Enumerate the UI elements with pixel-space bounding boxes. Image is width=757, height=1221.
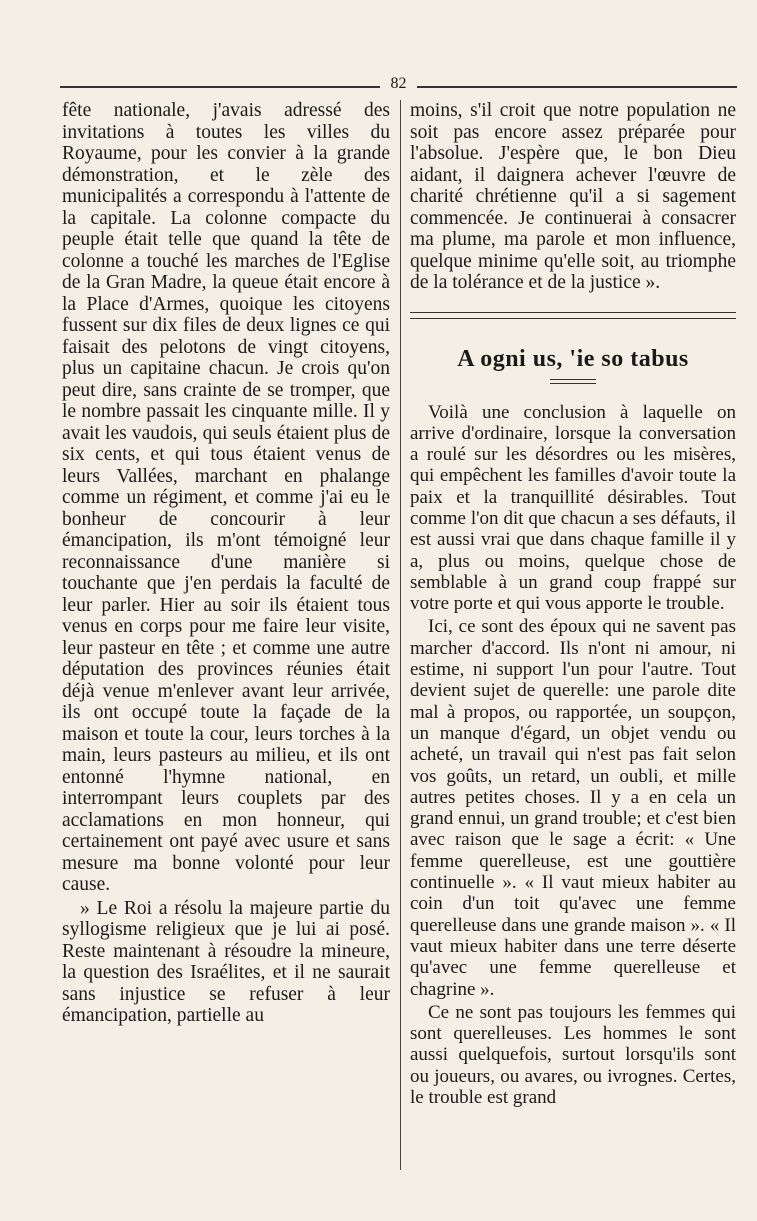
right-column bbox=[410, 100, 736, 1108]
right-paragraph-2: Ici, ce sont des époux qui ne savent pas marcher d'accord. Ils n'ont ni amour, ni estime, ni support l'un pour l'autre. Tout devient sujet de querelle: une parole dite mal à propos, ou rapportée, un soupçon, un manque d'égard, un objet vendu ou acheté, un travail qui n'est pas fait selon vos goûts, un retard, un oubli, et mille autres petites choses. Il y a en cela un grand ennui, un grand trouble; et c'est bien avec raison que le sage a écrit: « Une femme querelleuse, est une gouttière continuelle ». « Il vaut mieux habiter au coin d'un toit qu'avec une femme querelleuse dans une grande maison ». « Il vaut mieux habiter dans une terre déserte qu'avec une femme querelleuse et chagrine ». bbox=[410, 616, 736, 1000]
section-title: A ogni us, 'ie so tabus bbox=[457, 345, 689, 372]
right-continuation: moins, s'il croit que notre population ne soit pas encore assez préparée pour l'absolue. J'espère que, le bon Dieu aidant, il daignera achever l'œuvre de charité chrétienne qu'il a si sagement commencée. Je continuerai à consacrer ma plume, ma parole et mon influence, quelque minime qu'elle soit, au triomphe de la tolérance et de la justice ». bbox=[410, 100, 736, 293]
left-paragraph-1: fête nationale, j'avais adressé des invitations à toutes les villes du Royaume, pour les convier à la grande démonstration, et le zèle des municipalités a correspondu à l'attente de la capitale. La colonne compacte du peuple était telle que quand la tête de colonne a touché les marches de l'Eglise de la Gran Madre, la queue était encore à la Place d'Armes, quoique les citoyens fussent sur dix files de deux lignes ce qui faisait des pelotons de vingt citoyens, plus un capitaine chacun. Je crois qu'on peut dire, sans crainte de se tromper, que le nombre passait les cinquante mille. Il y avait les vaudois, qui seuls étaient plus de six cents, et qui tous étaient venus de leurs Vallées, marchant en phalange comme un régiment, et comme j'ai eu le bonheur de concourir à leur émancipation, ils m'ont témoigné leur reconnaissance d'une manière si touchante que j'en perdais la faculté de leur parler. Hier au soir ils étaient tous venus en corps pour me faire leur visite, leur pasteur en tête ; et comme une autre députation des provinces réunies était déjà venue m'enlever avant leur arrivée, ils ont occupé toute la façade de la maison et toute la cour, leurs torches à la main, leurs pasteurs au milieu, et ils ont entonné l'hymne national, en interrompant leurs couplets par des acclamations en mon honneur, qui certainement ont payé avec usure et sans mesure ma bonne volonté pour leur cause. bbox=[62, 100, 390, 895]
page-number: 82 bbox=[390, 75, 407, 92]
section-separator bbox=[410, 312, 736, 319]
header-rule-right bbox=[417, 86, 737, 88]
right-paragraph-1: Voilà une conclusion à laquelle on arrive d'ordinaire, lorsque la conversation a roulé sur les désordres ou les misères, qui empêchent les familles d'avoir toute la paix et la tranquillité désirables. Tout comme l'on dit que chacun a ses défauts, il est aussi vrai que dans chaque famille il y a, plus ou moins, quelque chose de semblable à un grand coup frappé sur votre porte et qui vous apporte le trouble. bbox=[410, 401, 736, 615]
left-paragraph-2: » Le Roi a résolu la majeure partie du syllogisme religieux que je lui ai posé. Reste maintenant à résoudre la mineure, la question des Israélites, et il ne saurait sans injustice se refuser à leur émancipation, partielle au bbox=[62, 897, 390, 1026]
left-column bbox=[62, 100, 390, 1027]
right-paragraph-3: Ce ne sont pas toujours les femmes qui sont querelleuses. Les hommes le sont aussi quelquefois, surtout lorsqu'ils sont ou joueurs, ou avares, ou ivrognes. Certes, le trouble est grand bbox=[410, 1001, 736, 1108]
page-header bbox=[60, 74, 737, 94]
title-ornament bbox=[550, 379, 596, 384]
header-rule-left bbox=[60, 86, 380, 88]
column-divider bbox=[400, 100, 401, 1170]
